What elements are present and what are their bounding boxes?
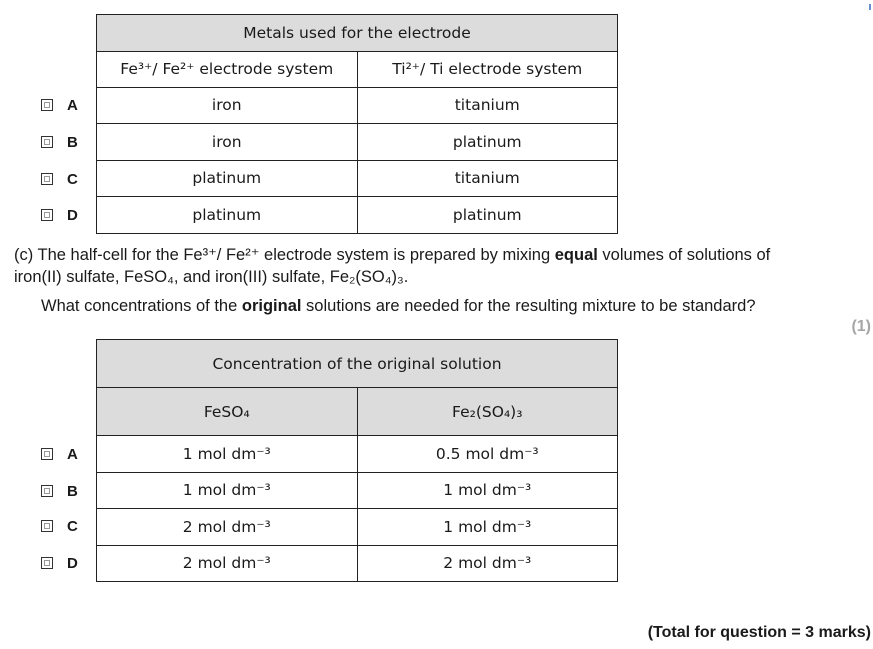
- option-label: D: [67, 206, 78, 224]
- table1-cell: platinum: [357, 197, 618, 234]
- concentration-table: [96, 339, 618, 582]
- table1-header: Metals used for the electrode: [97, 15, 618, 52]
- checkbox-icon[interactable]: [41, 99, 53, 111]
- table1-cell: titanium: [357, 160, 618, 197]
- option-a[interactable]: [41, 444, 78, 464]
- option-label: C: [67, 517, 78, 535]
- option-label: B: [67, 482, 78, 500]
- question-c-emphasis: equal: [554, 246, 598, 264]
- checkbox-icon[interactable]: [41, 136, 53, 148]
- table1-col2-header: Ti²⁺/ Ti electrode system: [357, 51, 618, 87]
- table2-cell: 1 mol dm⁻³: [357, 509, 618, 546]
- table2-cell: 2 mol dm⁻³: [97, 509, 358, 546]
- table2-cell: 2 mol dm⁻³: [357, 545, 618, 582]
- question-c-line1-end: volumes of solutions of: [597, 246, 771, 264]
- option-label: C: [67, 170, 78, 188]
- table2-header: Concentration of the original solution: [97, 340, 618, 388]
- total-marks: (Total for question = 3 marks): [647, 624, 871, 641]
- table1-col1-header: Fe³⁺/ Fe²⁺ electrode system: [97, 51, 358, 87]
- table1-cell: platinum: [97, 160, 358, 197]
- question-c-line1: (c) The half-cell for the Fe³⁺/ Fe²⁺ electrode system is prepared by mixing: [14, 246, 555, 264]
- table2-cell: 0.5 mol dm⁻³: [357, 436, 618, 473]
- table2-col2-header: Fe₂(SO₄)₃: [357, 388, 618, 436]
- option-d[interactable]: [41, 553, 78, 573]
- option-c[interactable]: [41, 169, 78, 189]
- table2-cell: 1 mol dm⁻³: [357, 472, 618, 509]
- table1-cell: platinum: [357, 124, 618, 161]
- checkbox-icon[interactable]: [41, 557, 53, 569]
- table2-cell: 1 mol dm⁻³: [97, 436, 358, 473]
- question-c-line2: iron(II) sulfate, FeSO₄, and iron(III) sulfate, Fe₂(SO₄)₃.: [14, 268, 409, 286]
- table2-cell: 1 mol dm⁻³: [97, 472, 358, 509]
- option-label: D: [67, 554, 78, 572]
- option-b[interactable]: [41, 481, 78, 501]
- option-label: A: [67, 96, 78, 114]
- checkbox-icon[interactable]: [41, 173, 53, 185]
- table1-cell: platinum: [97, 197, 358, 234]
- checkbox-icon[interactable]: [41, 520, 53, 532]
- option-c[interactable]: [41, 516, 78, 536]
- marks-label: (1): [851, 318, 871, 335]
- checkbox-icon[interactable]: [41, 209, 53, 221]
- table1-cell: iron: [97, 124, 358, 161]
- option-d[interactable]: [41, 205, 78, 225]
- table2-col1-header: FeSO₄: [97, 388, 358, 436]
- question-c-ask: [41, 295, 861, 317]
- option-b[interactable]: [41, 132, 78, 152]
- question-ask-emphasis: original: [241, 297, 302, 315]
- electrode-metals-table: [96, 14, 618, 234]
- option-label: B: [67, 133, 78, 151]
- checkbox-icon[interactable]: [41, 448, 53, 460]
- table2-cell: 2 mol dm⁻³: [97, 545, 358, 582]
- option-a[interactable]: [41, 95, 78, 115]
- corner-mark: [869, 4, 871, 10]
- option-label: A: [67, 445, 78, 463]
- question-c-text: [14, 244, 864, 288]
- checkbox-icon[interactable]: [41, 485, 53, 497]
- table1-cell: iron: [97, 87, 358, 124]
- question-ask-start: What concentrations of the: [41, 297, 242, 315]
- table1-cell: titanium: [357, 87, 618, 124]
- question-ask-end: solutions are needed for the resulting mixture to be standard?: [301, 297, 756, 315]
